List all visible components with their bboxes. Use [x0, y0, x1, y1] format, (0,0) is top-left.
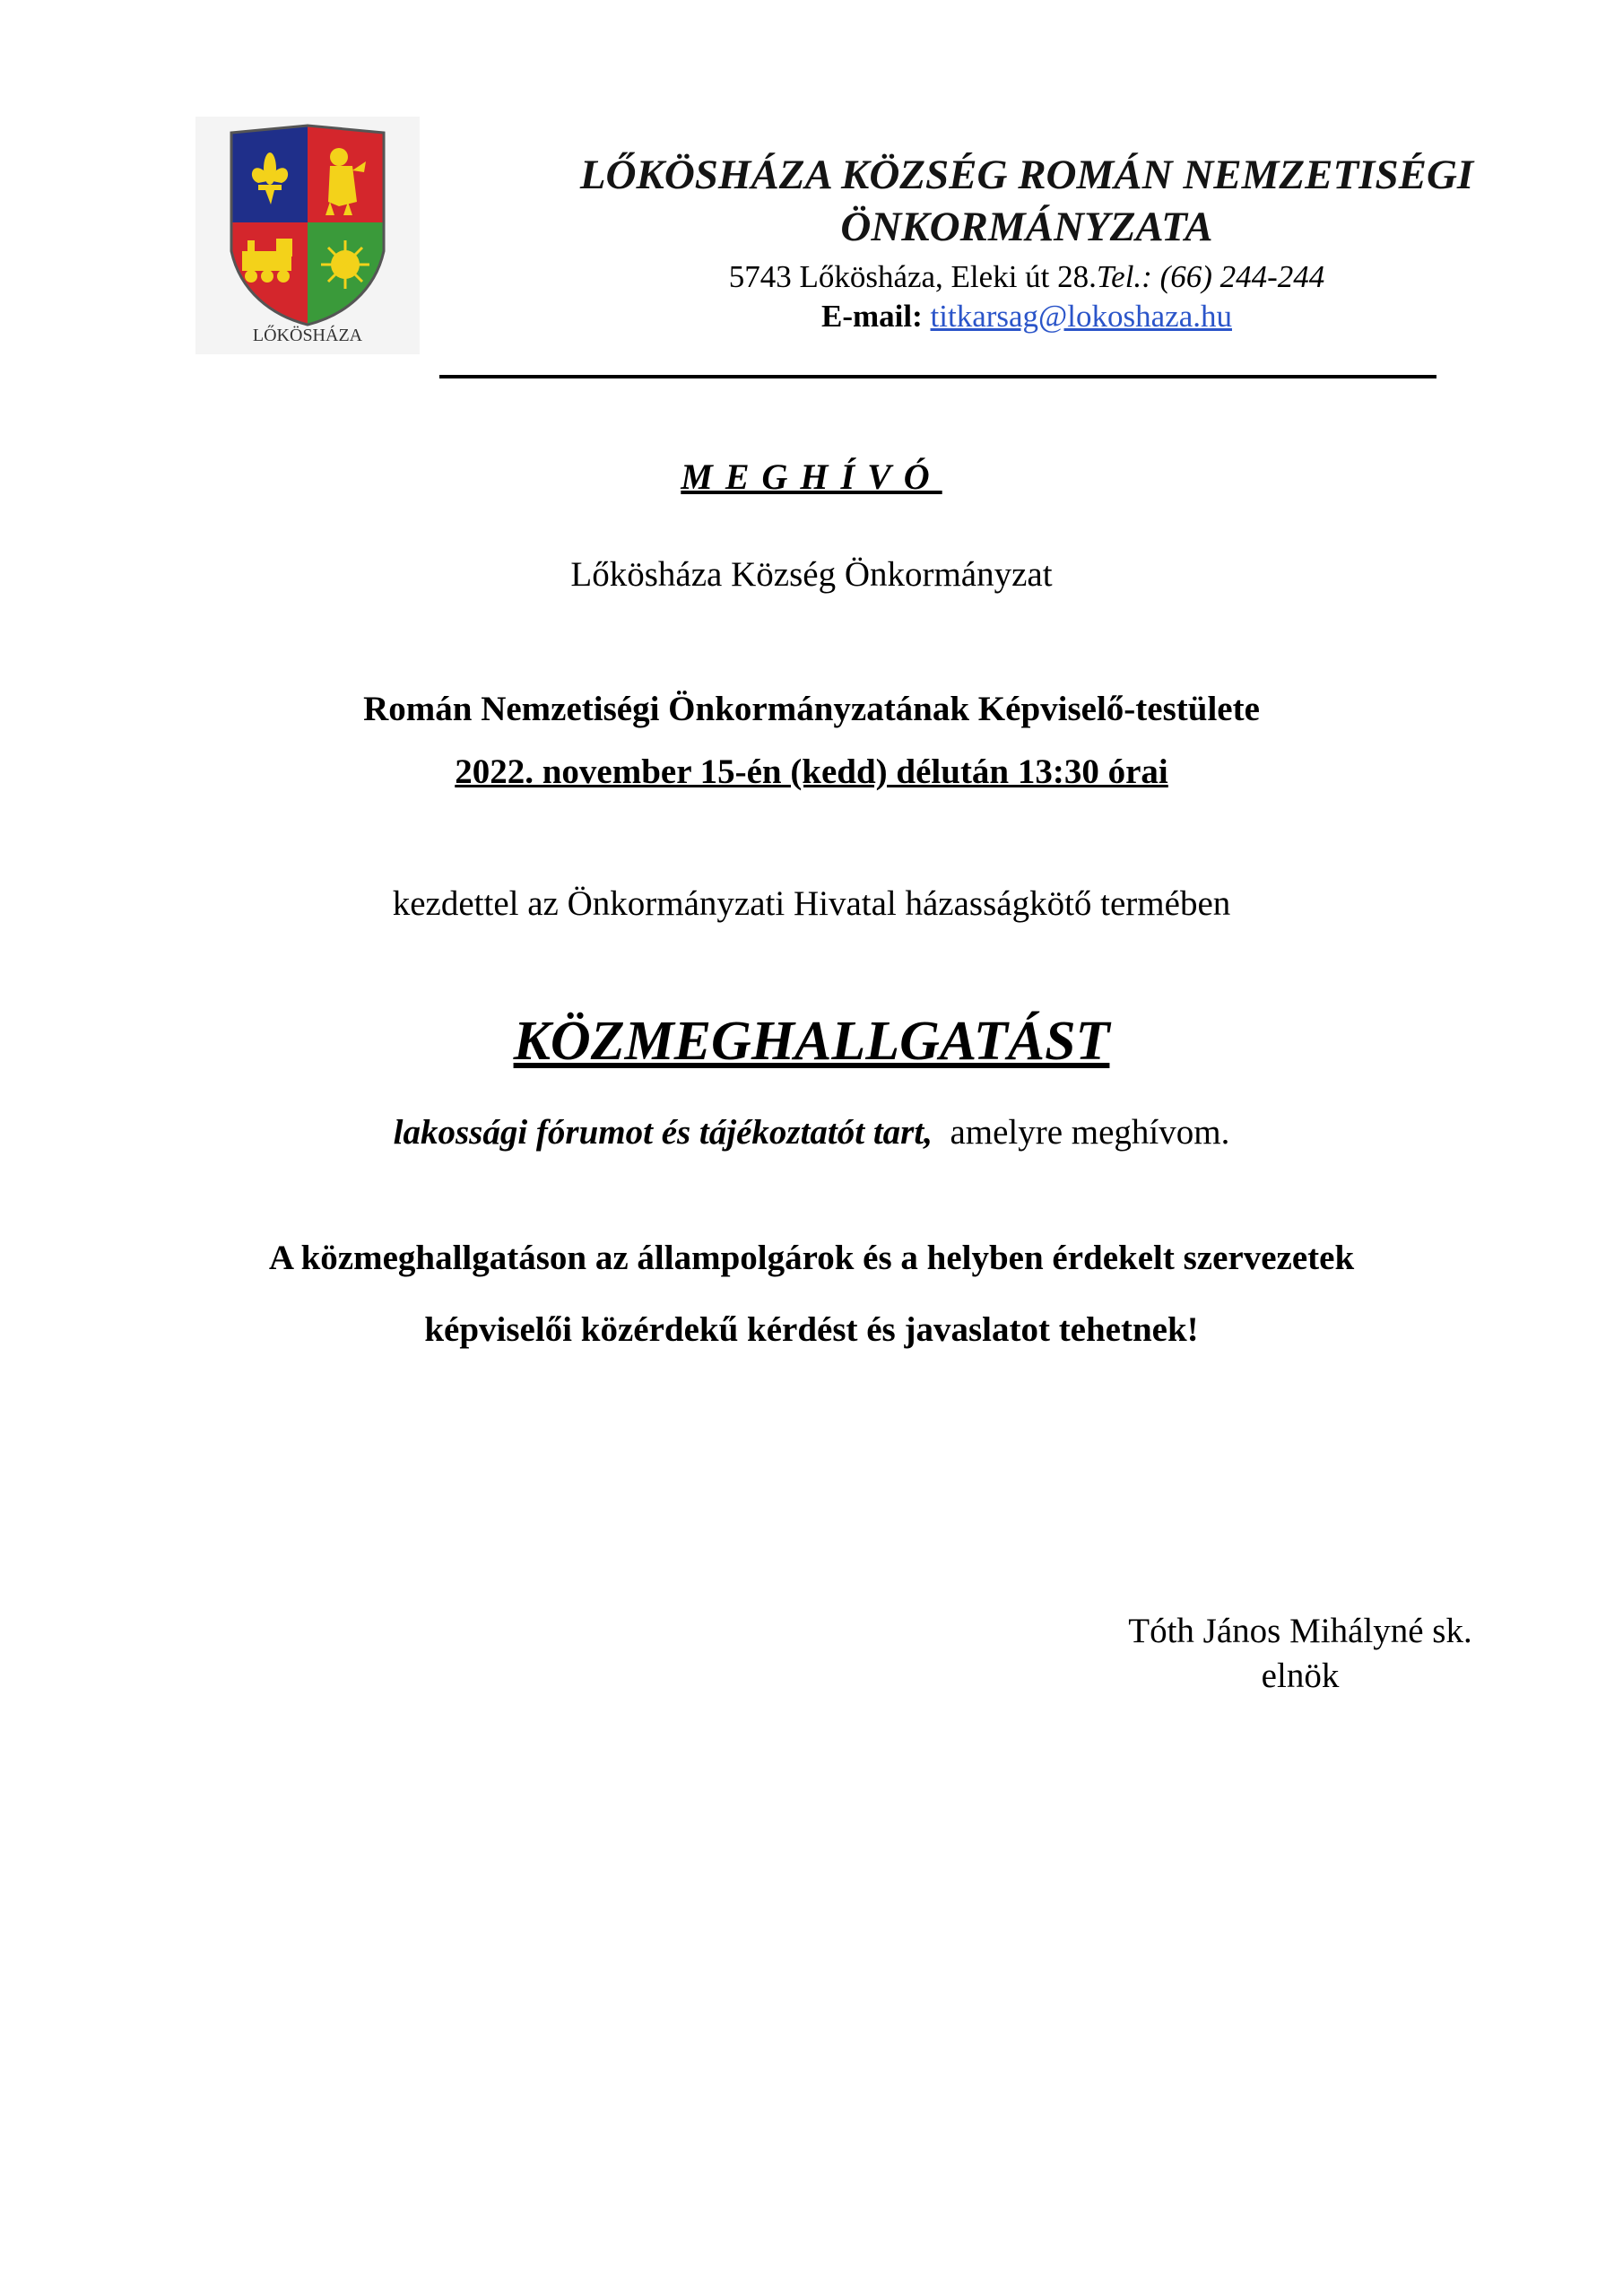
email-link[interactable]: titkarsag@lokoshaza.hu [930, 299, 1232, 334]
organization-title-line1: LŐKÖSHÁZA KÖZSÉG ROMÁN NEMZETISÉGI [579, 152, 1474, 198]
header-divider [439, 375, 1436, 378]
body-line-date: 2022. november 15-én (kedd) délután 13:30 órai [455, 752, 1168, 791]
invitation-heading: MEGHÍVÓ [681, 457, 942, 497]
forum-rest: amelyre meghívom. [932, 1113, 1230, 1152]
address-line [430, 258, 1623, 296]
sun-icon [321, 240, 369, 289]
organization-title-line2: ÖNKORMÁNYZATA [840, 204, 1213, 250]
body-line-venue: kezdettel az Önkormányzati Hivatal házasságkötő termében [392, 884, 1231, 923]
body-line-forum [0, 1112, 1623, 1152]
public-hearing-title: KÖZMEGHALLGATÁST [513, 1011, 1110, 1072]
signature-name: Tóth János Mihályné sk. [1128, 1612, 1472, 1650]
crest-text: LŐKÖSHÁZA [252, 326, 363, 345]
coat-of-arms-logo [195, 117, 420, 354]
body-line-citizens: A közmeghallgatáson az állampolgárok és a helyben érdekelt szervezetek [268, 1239, 1355, 1277]
body-line-municipality: Lőkösháza Község Önkormányzat [570, 555, 1053, 594]
forum-emphasis: lakossági fórumot és tájékoztatót tart, [393, 1113, 933, 1152]
body-line-council: Román Nemzetiségi Önkormányzatának Képviselő-testülete [363, 690, 1260, 728]
address: 5743 Lőkösháza, Eleki út 28. [728, 259, 1097, 294]
telephone: Tel.: (66) 244-244 [1096, 259, 1325, 294]
signature-title: elnök [1261, 1657, 1340, 1695]
email-line [430, 298, 1623, 335]
organization-title [430, 149, 1623, 253]
email-label: E-mail: [821, 299, 923, 334]
body-line-questions: képviselői közérdekű kérdést és javaslatot tehetnek! [424, 1310, 1199, 1349]
